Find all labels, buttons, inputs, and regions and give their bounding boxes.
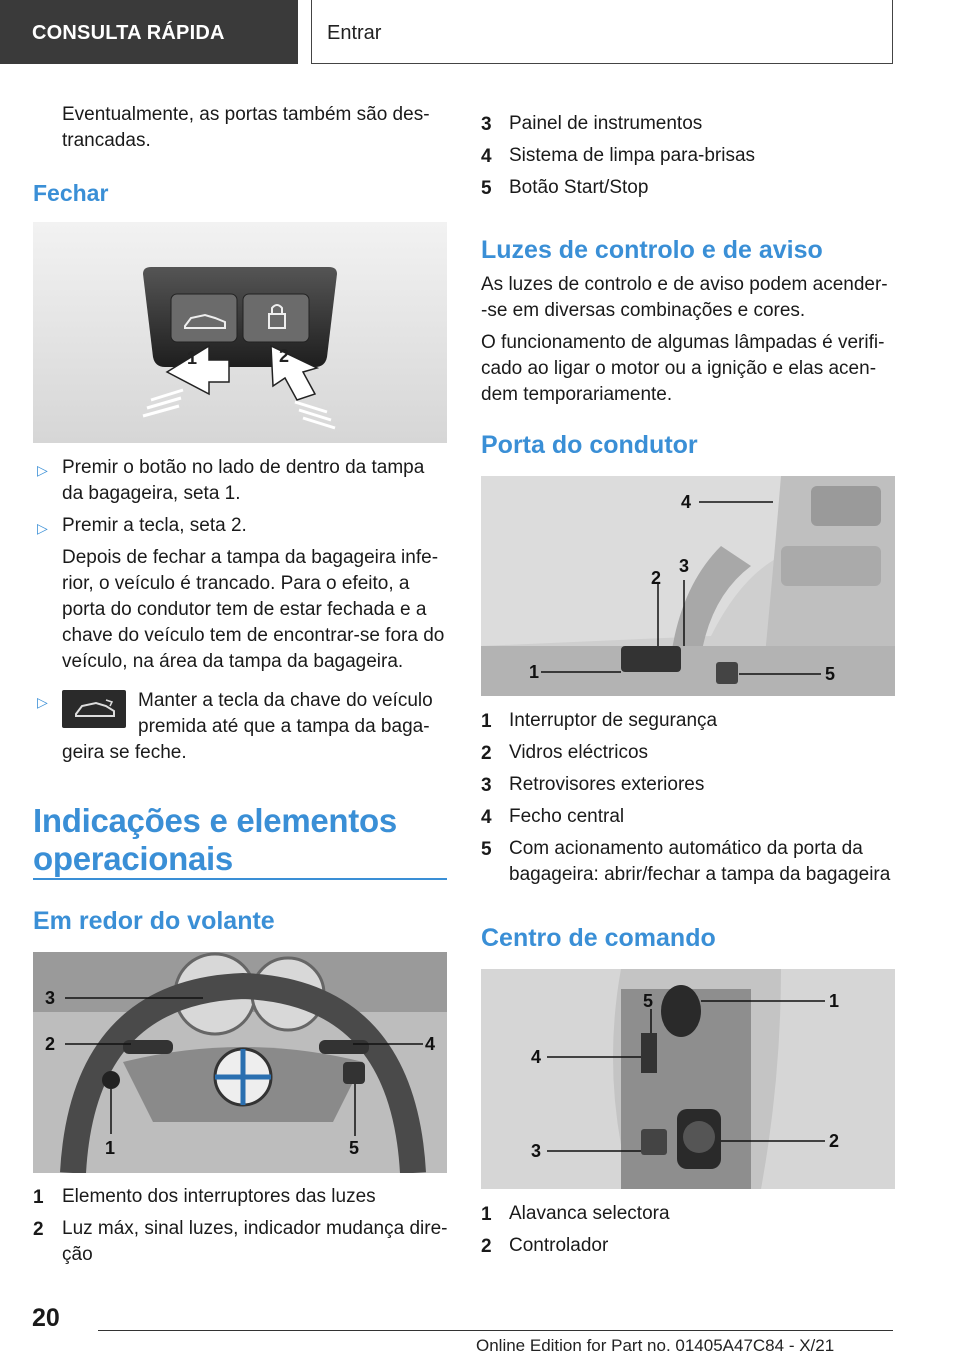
step-marker-icon: ▷ <box>37 520 48 536</box>
chapter-heading-line-1: Indicações e elementos <box>33 802 397 839</box>
step2-note-5: veículo, na área da tampa da bagageira. <box>62 651 404 672</box>
luzes-p2-line-2: cado ao ligar o motor ou a ignição e elas acen- <box>481 358 877 379</box>
step3-line-3: geira se feche. <box>62 742 187 763</box>
topic-title: Entrar <box>327 22 382 44</box>
volante-item-5-number: 5 <box>481 178 492 199</box>
footer-edition: Online Edition for Part no. 01405A47C84 - X/21 <box>476 1336 835 1355</box>
step3-line-1: Manter a tecla da chave do veículo <box>138 690 433 711</box>
fig3-callout-4: 4 <box>681 492 692 512</box>
luzes-p1-line-1: As luzes de controlo e de aviso podem acender- <box>481 274 888 295</box>
footer-rule <box>98 1330 893 1331</box>
fig1-callout-1: 1 <box>187 348 198 368</box>
centro-item-2-number: 2 <box>481 1236 492 1257</box>
steering-wheel-figure <box>33 952 447 1173</box>
fig2-callout-3: 3 <box>45 988 56 1008</box>
fig2-callout-4: 4 <box>425 1034 436 1054</box>
step2-line: Premir a tecla, seta 2. <box>62 515 247 536</box>
chapter-rule <box>33 878 447 880</box>
porta-item-4-number: 4 <box>481 807 492 828</box>
page-number: 20 <box>32 1304 60 1332</box>
porta-heading: Porta do condutor <box>481 431 698 459</box>
step2-note-4: chave do veículo tem de encontrar-se fora do <box>62 625 445 646</box>
fig3-callout-3: 3 <box>679 556 690 576</box>
fig4-callout-2: 2 <box>829 1131 840 1151</box>
centro-item-2-text: Controlador <box>509 1235 609 1256</box>
fig4-callout-1: 1 <box>829 991 840 1011</box>
fig3-callout-1: 1 <box>529 662 540 682</box>
fig3-callout-5: 5 <box>825 664 836 684</box>
fig3-callout-2: 2 <box>651 568 662 588</box>
fechar-heading: Fechar <box>33 180 109 206</box>
volante-item-2-number: 2 <box>33 1219 44 1240</box>
volante-item-4-number: 4 <box>481 146 492 167</box>
step2-note-2: rior, o veículo é trancado. Para o efeito, a <box>62 573 410 594</box>
step1-line-1: Premir o botão no lado de dentro da tampa <box>62 457 425 478</box>
chapter-heading-line-2: operacionais <box>33 840 233 877</box>
porta-item-5-number: 5 <box>481 839 492 860</box>
porta-item-2-number: 2 <box>481 743 492 764</box>
volante-item-2-text-1: Luz máx, sinal luzes, indicador mudança dire- <box>62 1218 448 1239</box>
porta-item-5-text-1: Com acionamento automático da porta da <box>509 838 863 859</box>
porta-item-5-text-2: bagageira: abrir/fechar a tampa da bagageira <box>509 864 891 885</box>
centro-item-1-number: 1 <box>481 1204 492 1225</box>
porta-item-3-number: 3 <box>481 775 492 796</box>
step2-note-3: porta do condutor tem de estar fechada e a <box>62 599 427 620</box>
volante-item-1-number: 1 <box>33 1187 44 1208</box>
key-tailgate-icon <box>62 690 126 728</box>
section-tab <box>0 0 298 64</box>
volante-item-1-text: Elemento dos interruptores das luzes <box>62 1186 376 1207</box>
topic-tab <box>311 0 893 64</box>
volante-item-4-text: Sistema de limpa para-brisas <box>509 145 756 166</box>
fig4-callout-5: 5 <box>643 991 654 1011</box>
fig4-callout-4: 4 <box>531 1047 542 1067</box>
luzes-p2-line-3: dem temporariamente. <box>481 384 673 405</box>
step3-line-2: premida até que a tampa da baga- <box>138 716 430 737</box>
porta-item-1-number: 1 <box>481 711 492 732</box>
volante-item-2-text-2: ção <box>62 1244 93 1265</box>
centro-item-1-text: Alavanca selectora <box>509 1203 670 1224</box>
step2-note-1: Depois de fechar a tampa da bagageira infe- <box>62 547 439 568</box>
luzes-p2-line-1: O funcionamento de algumas lâmpadas é verifi- <box>481 332 885 353</box>
fig2-callout-1: 1 <box>105 1138 116 1158</box>
volante-item-3-text: Painel de instrumentos <box>509 113 703 134</box>
fig2-callout-2: 2 <box>45 1034 56 1054</box>
fig1-callout-2: 2 <box>279 346 290 366</box>
volante-heading: Em redor do volante <box>33 907 275 935</box>
step1-line-2: da bagageira, seta 1. <box>62 483 241 504</box>
center-console-figure <box>481 969 895 1189</box>
fig4-callout-3: 3 <box>531 1141 542 1161</box>
luzes-p1-line-2: -se em diversas combinações e cores. <box>481 300 806 321</box>
fig2-callout-5: 5 <box>349 1138 360 1158</box>
driver-door-figure <box>481 476 895 696</box>
porta-item-2-text: Vidros eléctricos <box>509 742 649 763</box>
section-title: CONSULTA RÁPIDA <box>32 22 225 44</box>
tailgate-buttons-figure <box>33 222 447 443</box>
porta-item-1-text: Interruptor de segurança <box>509 710 718 731</box>
step-marker-icon: ▷ <box>37 694 48 710</box>
luzes-heading: Luzes de controlo e de aviso <box>481 236 823 264</box>
step-marker-icon: ▷ <box>37 462 48 478</box>
porta-item-4-text: Fecho central <box>509 806 625 827</box>
intro-line-2: trancadas. <box>62 130 151 151</box>
centro-heading: Centro de comando <box>481 924 716 952</box>
volante-item-3-number: 3 <box>481 114 492 135</box>
intro-line-1: Eventualmente, as portas também são des- <box>62 104 430 125</box>
volante-item-5-text: Botão Start/Stop <box>509 177 649 198</box>
porta-item-3-text: Retrovisores exteriores <box>509 774 705 795</box>
